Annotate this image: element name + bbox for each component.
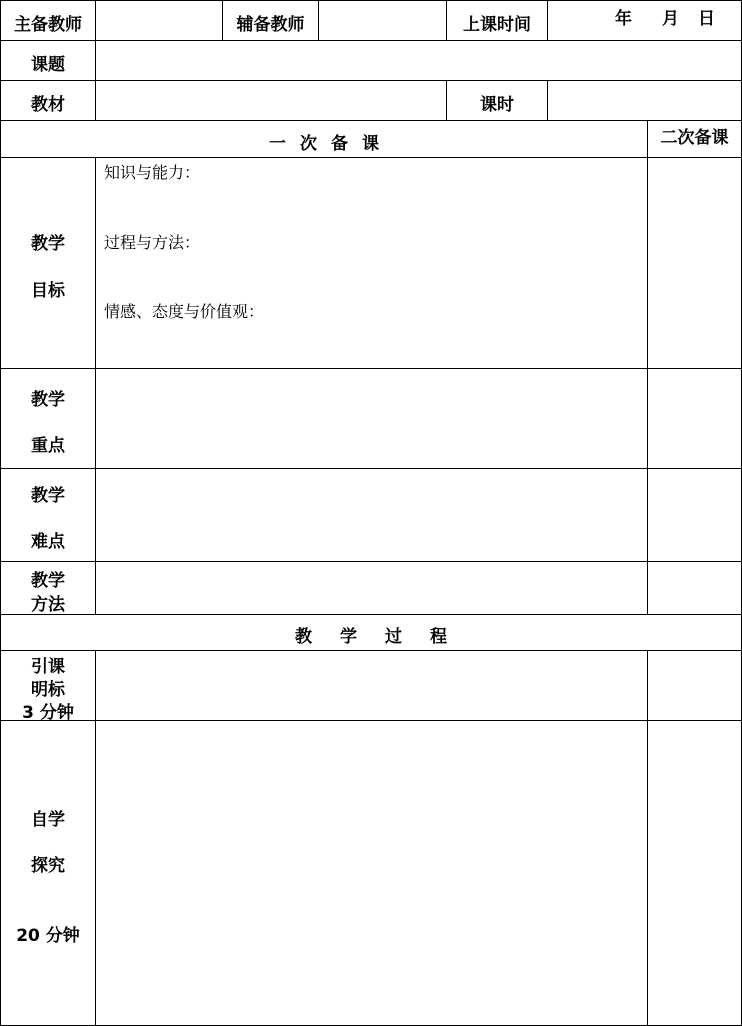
difficulties-field[interactable]: [95, 468, 648, 562]
assist-teacher-label: 辅备教师: [236, 15, 305, 35]
key-points-label-line1: 教学: [31, 390, 65, 410]
period-field[interactable]: [547, 80, 742, 121]
second-prep-title: 二次备课: [660, 128, 729, 148]
methods-second-prep[interactable]: [647, 561, 742, 615]
methods-label-line2: 方法: [31, 595, 65, 615]
self-study-label-line3: 20 分钟: [16, 926, 80, 946]
self-study-field[interactable]: [95, 720, 648, 1026]
difficulties-label-line2: 难点: [31, 532, 65, 552]
second-prep-header: [647, 120, 742, 158]
intro-label-line2: 明标: [31, 680, 65, 700]
intro-label-cell: [0, 650, 96, 721]
first-prep-header: [0, 120, 648, 158]
class-time-field[interactable]: [547, 0, 742, 41]
objectives-label-line1: 教学: [31, 234, 65, 254]
key-points-second-prep[interactable]: [647, 368, 742, 469]
difficulties-label-cell: [0, 468, 96, 562]
date-year-label: 年: [615, 9, 632, 29]
date-month-label: 月: [662, 9, 679, 29]
process-title: 教学过程: [295, 627, 475, 647]
assist-teacher-label-cell: [222, 0, 319, 41]
difficulties-second-prep[interactable]: [647, 468, 742, 562]
textbook-label-cell: [0, 80, 96, 121]
assist-teacher-field[interactable]: [318, 0, 447, 41]
methods-field[interactable]: [95, 561, 648, 615]
objectives-second-prep[interactable]: [647, 157, 742, 369]
topic-label: 课题: [31, 55, 65, 75]
methods-label-line1: 教学: [31, 571, 65, 591]
methods-label-cell: [0, 561, 96, 615]
key-points-field[interactable]: [95, 368, 648, 469]
topic-label-cell: [0, 40, 96, 81]
topic-field[interactable]: [95, 40, 742, 81]
period-label: 课时: [480, 95, 514, 115]
lead-teacher-field[interactable]: [95, 0, 223, 41]
self-study-label-line2: 探究: [31, 856, 65, 876]
objectives-label-cell: [0, 157, 96, 369]
key-points-label-line2: 重点: [31, 436, 65, 456]
objectives-label-line2: 目标: [31, 281, 65, 301]
difficulties-label-line1: 教学: [31, 486, 65, 506]
lead-teacher-label: 主备教师: [14, 15, 82, 35]
period-label-cell: [446, 80, 548, 121]
class-time-label: 上课时间: [463, 15, 531, 35]
intro-field[interactable]: [95, 650, 648, 721]
date-day-label: 日: [698, 9, 715, 29]
objective-knowledge: 知识与能力：: [104, 163, 201, 182]
intro-label-line3: 3 分钟: [22, 703, 74, 723]
intro-label-line1: 引课: [31, 657, 65, 677]
self-study-second-prep[interactable]: [647, 720, 742, 1026]
intro-second-prep[interactable]: [647, 650, 742, 721]
key-points-label-cell: [0, 368, 96, 469]
objective-process: 过程与方法：: [104, 233, 201, 252]
objective-emotion: 情感、态度与价值观：: [104, 302, 265, 321]
lead-teacher-label-cell: [0, 0, 96, 41]
textbook-label: 教材: [31, 95, 65, 115]
self-study-label-line1: 自学: [31, 810, 65, 830]
class-time-label-cell: [446, 0, 548, 41]
first-prep-title: 一次备课: [269, 134, 393, 154]
process-header: [0, 614, 742, 651]
self-study-label-cell: [0, 720, 96, 1026]
textbook-field[interactable]: [95, 80, 447, 121]
objectives-field[interactable]: [95, 157, 648, 369]
